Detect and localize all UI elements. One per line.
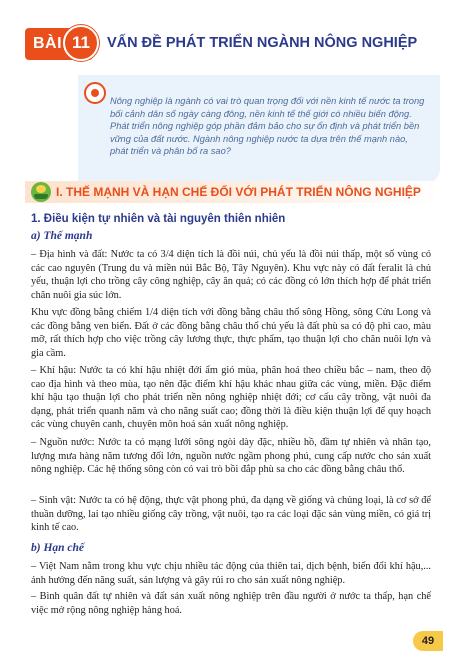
- intro-text: Nông nghiệp là ngành có vai trò quan trọng đối với nền kinh tế nước ta trong bối cảnh dân số ngày càng đông, nền kinh tế thế giới có nhiều biến động. Phát triển nông nghiệp góp phần đảm bảo cho sự ổn định và phát triển bền vững của đất nước. Ngành nông nghiệp nước ta dựa trên thế mạnh nào, phát triển và phân bố ra sao?: [110, 96, 425, 157]
- lesson-header: [25, 26, 445, 62]
- page-number: 49: [413, 631, 443, 651]
- paragraph-plains: Khu vực đồng bằng chiếm 1/4 diện tích với đồng bằng châu thổ sông Hồng, sông Cửu Long và các đồng bằng ven biển. Đất ở các đồng bằng châu thổ chủ yếu là đất phù sa có độ phì cao, màu mỡ, rất thích hợp cho việc trồng cây lương thực, thực phẩm, tạo thuận lợi cho chăn nuôi lợn và gia cầm.: [31, 307, 431, 359]
- subsection-heading: 1. Điều kiện tự nhiên và tài nguyên thiên nhiên: [31, 213, 286, 225]
- power-icon: [84, 82, 106, 104]
- paragraph-terrain: – Địa hình và đất: Nước ta có 3/4 diện tích là đồi núi, chủ yếu là đồi núi thấp, một số vùng có các cao nguyên (Trung du và miền núi Bắc Bộ, Tây Nguyên). Khu vực này có đất feralit là chủ yếu, thuận lợi cho trồng cây công nghiệp, cây ăn quả; có các đồng cỏ lớn thích hợp để phát triển chăn nuôi gia súc lớn.: [31, 249, 431, 301]
- limitations-heading: b) Hạn chế: [31, 542, 85, 554]
- lesson-title: VẤN ĐỀ PHÁT TRIỂN NGÀNH NÔNG NGHIỆP: [107, 35, 418, 51]
- paragraph-disasters: – Việt Nam nằm trong khu vực chịu nhiều tác động của thiên tai, dịch bệnh, biến đổi khí hậu,... ảnh hưởng đến năng suất, sản lượng và gây rủi ro cho sản xuất nông nghiệp.: [31, 561, 431, 586]
- paragraph-land: – Bình quân đất tự nhiên và đất sản xuất nông nghiệp trên đầu người ở nước ta thấp, hạn chế việc mở rộng nông nghiệp hàng hoá.: [31, 591, 431, 616]
- section-title: I. THẾ MẠNH VÀ HẠN CHẾ ĐỐI VỚI PHÁT TRIỂN NÔNG NGHIỆP: [56, 185, 421, 199]
- lesson-label: BÀI: [33, 35, 63, 52]
- paragraph-water: – Nguồn nước: Nước ta có mạng lưới sông ngòi dày đặc, nhiều hồ, đầm tự nhiên và nhân tạo, lượng mưa hàng năm tương đối lớn, nguồn nước ngầm phong phú, cung cấp nước cho sản xuất nông nghiệp. Các hệ thống sông còn có vai trò bồi đắp phù sa cho các đồng bằng châu thổ.: [31, 437, 431, 476]
- paragraph-biology: – Sinh vật: Nước ta có hệ động, thực vật phong phú, đa dạng về giống và chủng loại, là cơ sở để thuần dưỡng, lai tạo nhiều giống cây trồng, vật nuôi, tạo ra các loại đặc sản vùng miền, có giá trị kinh tế cao.: [31, 495, 431, 534]
- section-leaf-icon: [31, 182, 51, 202]
- lesson-number: 11: [63, 25, 99, 61]
- strengths-heading: a) Thế mạnh: [31, 230, 93, 242]
- paragraph-climate: – Khí hậu: Nước ta có khí hậu nhiệt đới ẩm gió mùa, phân hoá theo chiều bắc – nam, theo độ cao địa hình và theo mùa, tạo nên đặc điểm khí hậu khác nhau giữa các vùng, miền. Đặc điểm khí hậu tạo thuận lợi cho phát triển nền nông nghiệp nhiệt đới; cơ cấu cây trồng, vật nuôi đa dạng, phát triển quanh năm và cho năng suất cao; đồng thời là điều kiện thuận lợi để quy hoạch các vùng chuyên canh, chuyên môn hoá sản xuất nông nghiệp.: [31, 365, 431, 431]
